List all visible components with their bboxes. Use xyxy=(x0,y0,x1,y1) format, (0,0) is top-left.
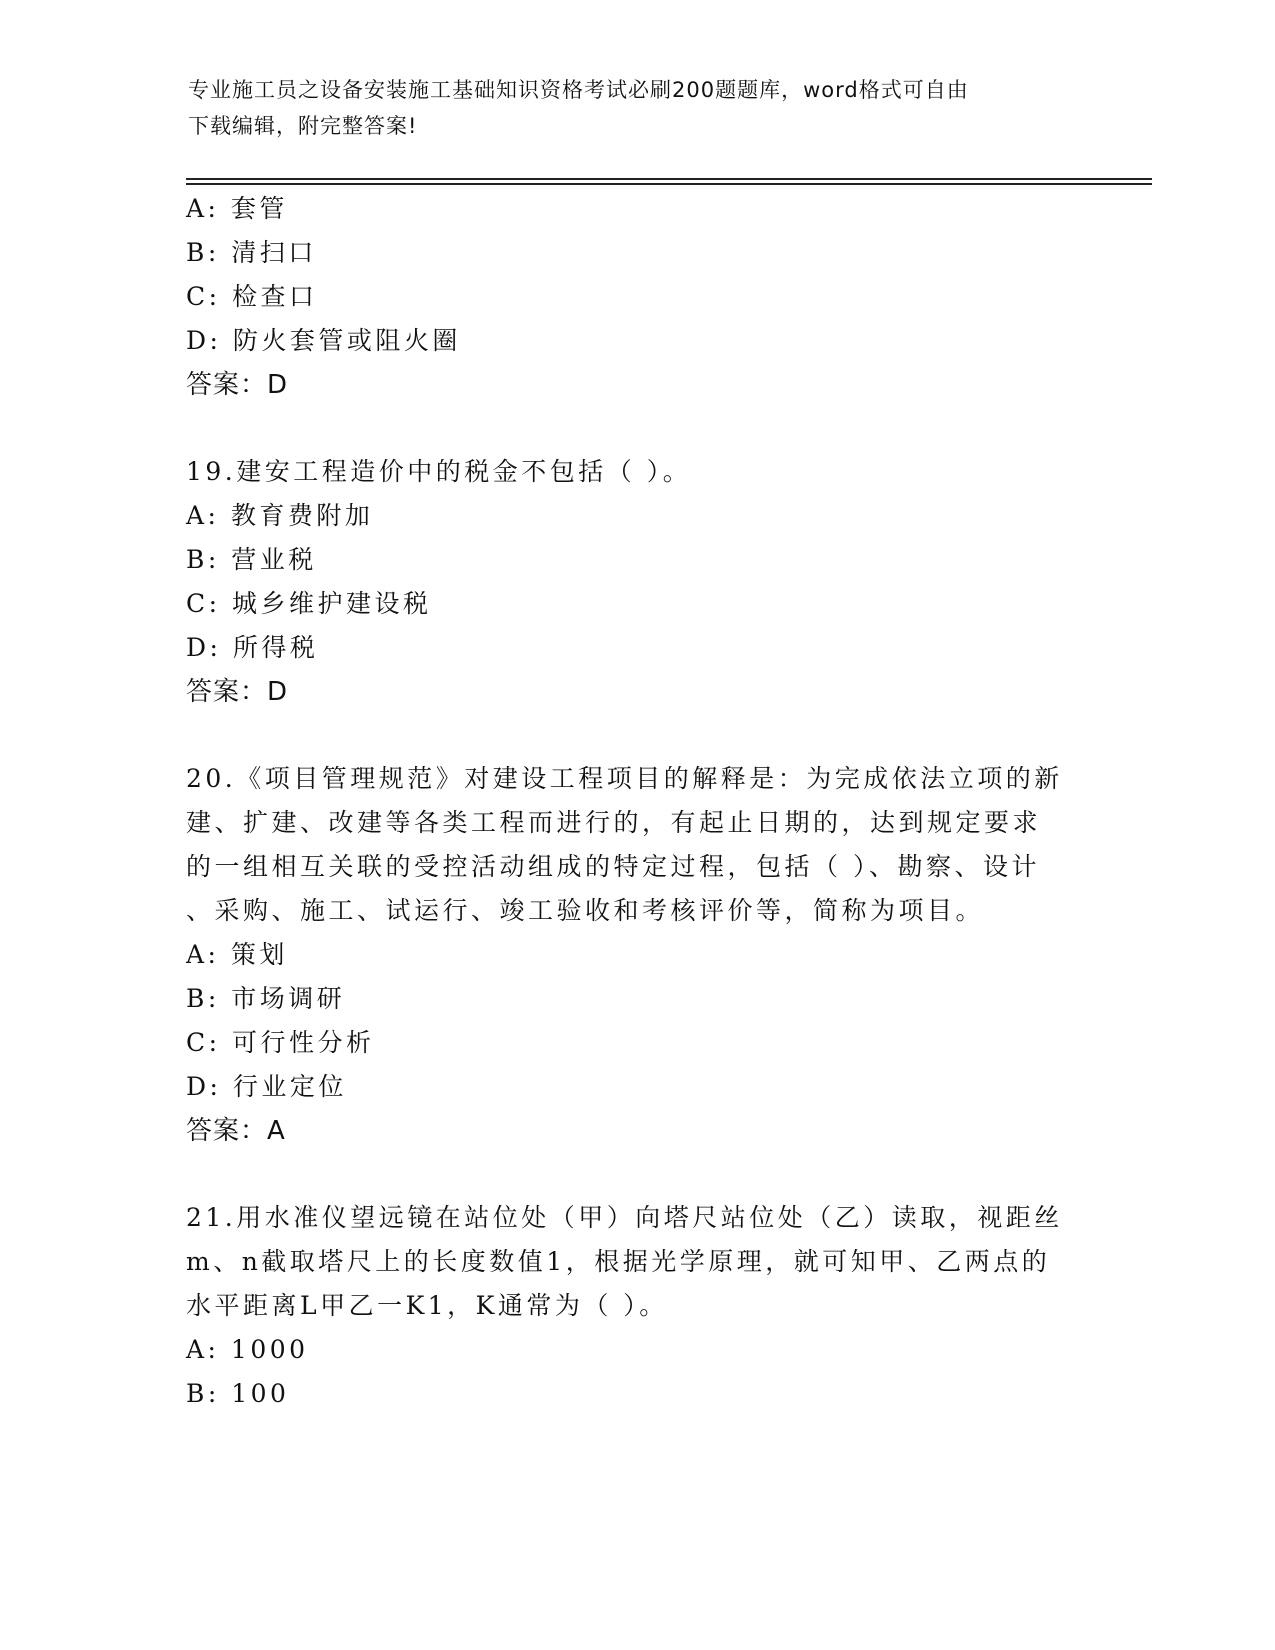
q19-option-d: D: 所得税 xyxy=(186,633,319,662)
q19-option-c: C: 城乡维护建设税 xyxy=(186,589,432,618)
q21-stem-line-1: 21.用水准仪望远镜在站位处（甲）向塔尺站位处（乙）读取，视距丝 xyxy=(186,1203,1063,1232)
q20-answer: 答案：A xyxy=(186,1116,286,1146)
header-divider-top xyxy=(186,178,1152,180)
q20-option-c: C: 可行性分析 xyxy=(186,1028,375,1057)
q18-option-d: D: 防火套管或阻火圈 xyxy=(186,326,461,355)
q18-option-a: A: 套管 xyxy=(186,194,288,223)
q18-option-c: C: 检查口 xyxy=(186,282,318,311)
q20-option-d: D: 行业定位 xyxy=(186,1072,347,1101)
q20-stem-line-4: 、采购、施工、试运行、竣工验收和考核评价等，简称为项目。 xyxy=(186,896,985,925)
header-divider-bottom xyxy=(186,183,1152,185)
q20-option-a: A: 策划 xyxy=(186,940,288,969)
document-header xyxy=(188,72,1068,144)
q19-stem-line-1: 19.建安工程造价中的税金不包括（ ）。 xyxy=(186,457,692,486)
q18-option-b: B: 清扫口 xyxy=(186,238,317,267)
header-line-1: 专业施工员之设备安装施工基础知识资格考试必刷200题题库，word格式可自由 xyxy=(188,78,969,102)
header-line-2: 下载编辑，附完整答案! xyxy=(188,114,418,138)
q20-stem-line-1: 20.《项目管理规范》对建设工程项目的解释是：为完成依法立项的新 xyxy=(186,764,1063,793)
q20-stem-line-3: 的一组相互关联的受控活动组成的特定过程，包括（ ）、勘察、设计 xyxy=(186,852,1040,881)
q21-stem-line-3: 水平距离L甲乙一K1，K通常为（ ）。 xyxy=(186,1291,668,1320)
q21-stem-line-2: m、n截取塔尺上的长度数值1，根据光学原理，就可知甲、乙两点的 xyxy=(186,1247,1051,1276)
q21-option-b: B: 100 xyxy=(186,1379,290,1408)
q19-option-b: B: 营业税 xyxy=(186,545,317,574)
q19-answer: 答案：D xyxy=(186,677,289,707)
q20-stem-line-2: 建、扩建、改建等各类工程而进行的，有起止日期的，达到规定要求 xyxy=(186,808,1042,837)
q20-option-b: B: 市场调研 xyxy=(186,984,346,1013)
q18-answer: 答案：D xyxy=(186,370,289,400)
q19-option-a: A: 教育费附加 xyxy=(186,501,374,530)
q21-option-a: A: 1000 xyxy=(186,1335,309,1364)
